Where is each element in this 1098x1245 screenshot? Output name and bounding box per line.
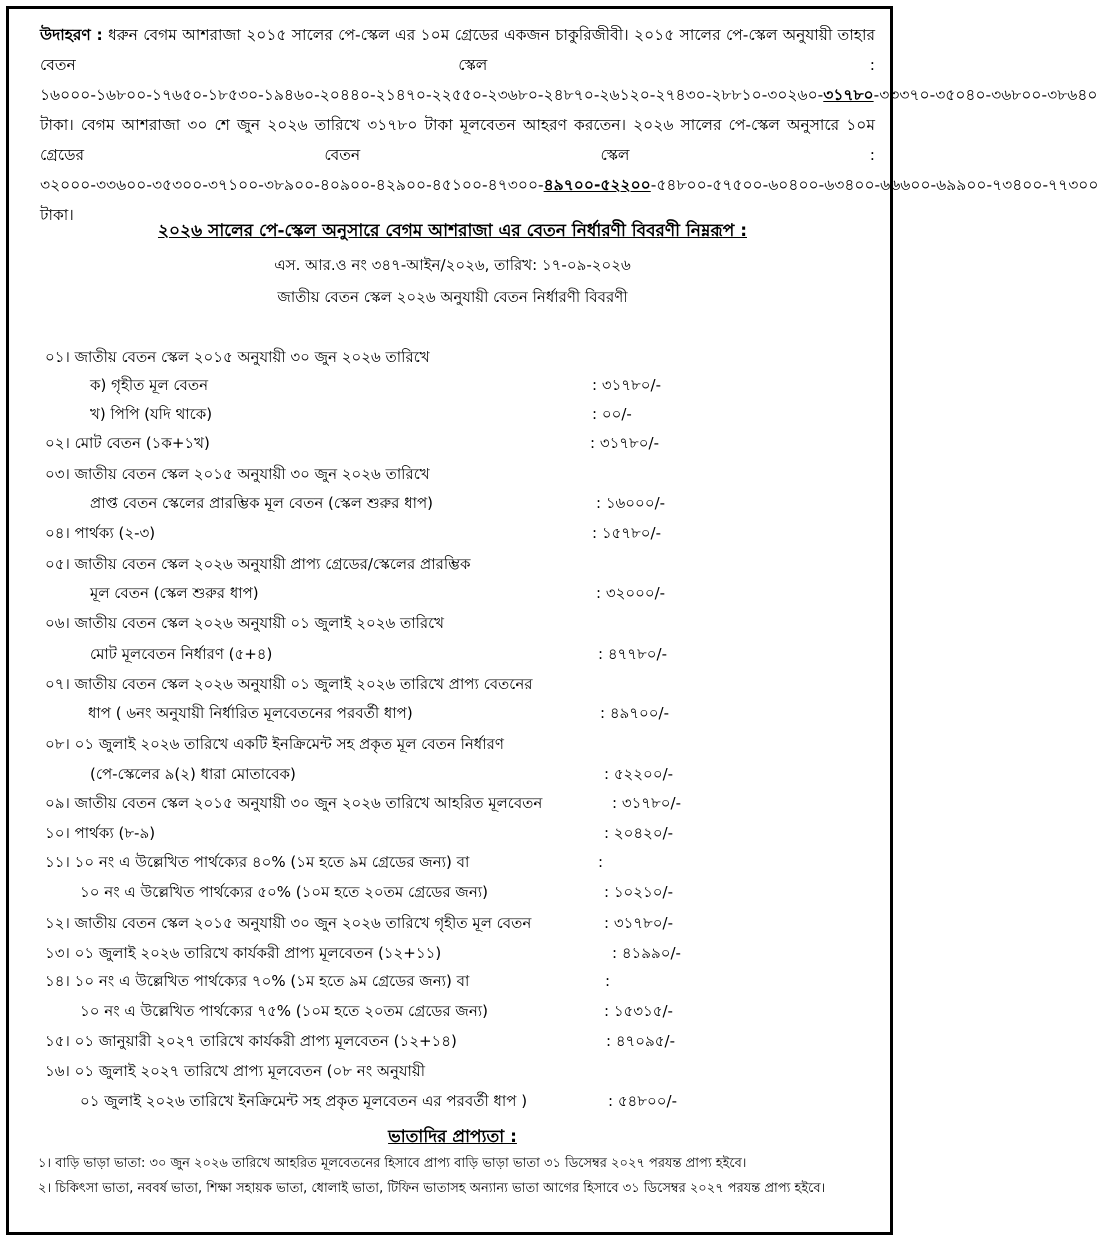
row-label: ০৯। জাতীয় বেতন স্কেল ২০১৫ অনুযায়ী ৩০ জুন ২০২৬ তারিখে আহরিত মূলবেতন [45, 794, 543, 812]
row-label: ১২। জাতীয় বেতন স্কেল ২০১৫ অনুযায়ী ৩০ জুন ২০২৬ তারিখে গৃহীত মূল বেতন [45, 914, 532, 932]
row-value: : ৪৯৭০০/- [600, 704, 670, 722]
row-value: : ৪৭৭৮০/- [598, 645, 668, 663]
row-value: : ০০/- [592, 405, 632, 423]
row-value: : ৪১৯৯০/- [612, 944, 681, 962]
row-value: : ৩১৭৮০/- [612, 794, 682, 812]
row-label: ০১ জুলাই ২০২৬ তারিখে ইনক্রিমেন্ট সহ প্রকৃত মূলবেতন এর পরবর্তী ধাপ ) [80, 1092, 528, 1110]
example-text-2: -৩৩৩৭০-৩৫০৪০-৩৬৮০০-৩৮৬৪০ টাকা। বেগম আশরাজা ৩০ শে জুন ২০২৬ তারিখে ৩১৭৮০ টাকা মূলবেতন আহরণ করতেন। ২০২৬ সালের পে-স্কেল অনুসারে ১০ম গ্রেডের বেতন স্কেল : ৩২০০০-৩৩৬০০-৩৫৩০০-৩৭১০০-৩৮৯০০-৪০৯০০-৪২৯০০-৪৫১০০-৪৭৩০০- [40, 86, 1098, 194]
row-label: প্রাপ্ত বেতন স্কেলের প্রারম্ভিক মূল বেতন (স্কেল শুরুর ধাপ) [90, 494, 433, 512]
allowance-note: ২। চিকিৎসা ভাতা, নববর্ষ ভাতা, শিক্ষা সহায়ক ভাতা, ধোলাই ভাতা, টিফিন ভাতাসহ অন্যান্য ভাতা আগের হিসাবে ৩১ ডিসেম্বর ২০২৭ পরযন্ত প্রাপ্য হইবে। [38, 1181, 826, 1196]
row-label: ১৬। ০১ জুলাই ২০২৭ তারিখে প্রাপ্য মূলবেতন (০৮ নং অনুযায়ী [45, 1062, 426, 1080]
row-label: ১১। ১০ নং এ উল্লেখিত পার্থক্যের ৪০% (১ম হতে ৯ম গ্রেডের জন্য) বা [45, 853, 470, 871]
row-label: ক) গৃহীত মূল বেতন [90, 376, 209, 394]
row-label: ধাপ ( ৬নং অনুযায়ী নির্ধারিত মূলবেতনের পরবর্তী ধাপ) [88, 704, 413, 722]
example-label: উদাহরণ : [40, 26, 103, 44]
row-label: ০৪। পার্থক্য (২-৩) [45, 524, 156, 542]
row-label: ১৫। ০১ জানুয়ারী ২০২৭ তারিখে কার্যকরী প্রাপ্য মূলবেতন (১২+১৪) [45, 1032, 457, 1050]
highlight-old-basic: ৩১৭৮০ [823, 86, 874, 104]
row-value: : ৫২২০০/- [604, 765, 674, 783]
row-label: ০১। জাতীয় বেতন স্কেল ২০১৫ অনুযায়ী ৩০ জুন ২০২৬ তারিখে [45, 348, 430, 366]
row-label: ১০। পার্থক্য (৮-৯) [45, 824, 156, 842]
row-label: ০৩। জাতীয় বেতন স্কেল ২০১৫ অনুযায়ী ৩০ জুন ২০২৬ তারিখে [45, 465, 430, 483]
sro-reference: এস. আর.ও নং ৩৪৭-আইন/২০২৬, তারিখ: ১৭-০৯-২০২৬ [274, 256, 631, 274]
row-value: : ১৬০০০/- [596, 494, 666, 512]
row-value: : ১৫৭৮০/- [592, 524, 661, 542]
row-label: ১৪। ১০ নং এ উল্লেখিত পার্থক্যের ৭০% (১ম হতে ৯ম গ্রেডের জন্য) বা [45, 972, 470, 990]
row-value: : ৩১৭৮০/- [592, 376, 662, 394]
row-value: : ১০২১০/- [604, 883, 674, 901]
allowance-note: ১। বাড়ি ভাড়া ভাতা: ৩০ জুন ২০২৬ তারিখে আহরিত মূলবেতনের হিসাবে প্রাপ্য বাড়ি ভাড়া ভাতা ৩১ ডিসেম্বর ২০২৭ পরযন্ত প্রাপ্য হইবে। [38, 1156, 747, 1171]
row-label: মোট মূলবেতন নির্ধারণ (৫+৪) [90, 645, 273, 663]
row-value: : ২০৪২০/- [604, 824, 674, 842]
row-value: : [598, 853, 604, 871]
row-value: : ১৫৩১৫/- [604, 1002, 673, 1020]
example-paragraph [40, 20, 1098, 230]
row-label: ১০ নং এ উল্লেখিত পার্থক্যের ৫০% (১০ম হতে ২০তম গ্রেডের জন্য) [80, 883, 489, 901]
row-label: ০৬। জাতীয় বেতন স্কেল ২০২৬ অনুযায়ী ০১ জুলাই ২০২৬ তারিখে [45, 614, 444, 632]
row-label: খ) পিপি (যদি থাকে) [90, 405, 213, 423]
row-value: : ৫৪৮০০/- [608, 1092, 677, 1110]
row-label: ১৩। ০১ জুলাই ২০২৬ তারিখে কার্যকরী প্রাপ্য মূলবেতন (১২+১১) [45, 944, 442, 962]
example-text-1: ধরুন বেগম আশরাজা ২০১৫ সালের পে-স্কেল এর ১০ম গ্রেডের একজন চাকুরিজীবী। ২০১৫ সালের পে-স্কেল অনুযায়ী তাহার বেতন স্কেল : ১৬০০০-১৬৮০০-১৭৬৫০-১৮৫৩০-১৯৪৬০-২০৪৪০-২১৪৭০-২২৫৫০-২৩৬৮০-২৪৮৭০-২৬১২০-২৭৪৩০-২৮৮১০-৩০২৬০- [40, 26, 875, 104]
row-label: ০৭। জাতীয় বেতন স্কেল ২০২৬ অনুযায়ী ০১ জুলাই ২০২৬ তারিখে প্রাপ্য বেতনের [45, 675, 533, 693]
page-title: ২০২৬ সালের পে-স্কেল অনুসারে বেগম আশরাজা এর বেতন নির্ধারণী বিবরণী নিম্নরূপ : [157, 221, 747, 241]
highlight-new-steps: ৪৯৭০০-৫২২০০ [543, 176, 651, 194]
row-label: (পে-স্কেলের ৯(২) ধারা মোতাবেক) [90, 765, 296, 783]
row-label: ১০ নং এ উল্লেখিত পার্থক্যের ৭৫% (১০ম হতে ২০তম গ্রেডের জন্য) [80, 1002, 489, 1020]
example-text-3: -৫৪৮০০-৫৭৫০০-৬০৪০০-৬৩৪০০-৬৬৬০০-৬৯৯০০-৭৩৪০০-৭৭৩০০ টাকা। [40, 176, 1098, 224]
subtitle: জাতীয় বেতন স্কেল ২০২৬ অনুযায়ী বেতন নির্ধারণী বিবরণী [277, 288, 628, 306]
row-value: : ৩২০০০/- [596, 584, 666, 602]
row-label: মূল বেতন (স্কেল শুরুর ধাপ) [90, 584, 259, 602]
row-value: : ৪৭০৯৫/- [606, 1032, 675, 1050]
allowances-title: ভাতাদির প্রাপ্যতা : [388, 1127, 517, 1147]
row-value: : [605, 972, 611, 990]
row-label: ০৮। ০১ জুলাই ২০২৬ তারিখে একটি ইনক্রিমেন্ট সহ প্রকৃত মূল বেতন নির্ধারণ [45, 735, 504, 753]
row-value: : ৩১৭৮০/- [590, 434, 660, 452]
row-label: ০৫। জাতীয় বেতন স্কেল ২০২৬ অনুযায়ী প্রাপ্য গ্রেডের/স্কেলের প্রারম্ভিক [45, 555, 471, 573]
row-value: : ৩১৭৮০/- [604, 914, 674, 932]
row-label: ০২। মোট বেতন (১ক+১খ) [45, 434, 210, 452]
